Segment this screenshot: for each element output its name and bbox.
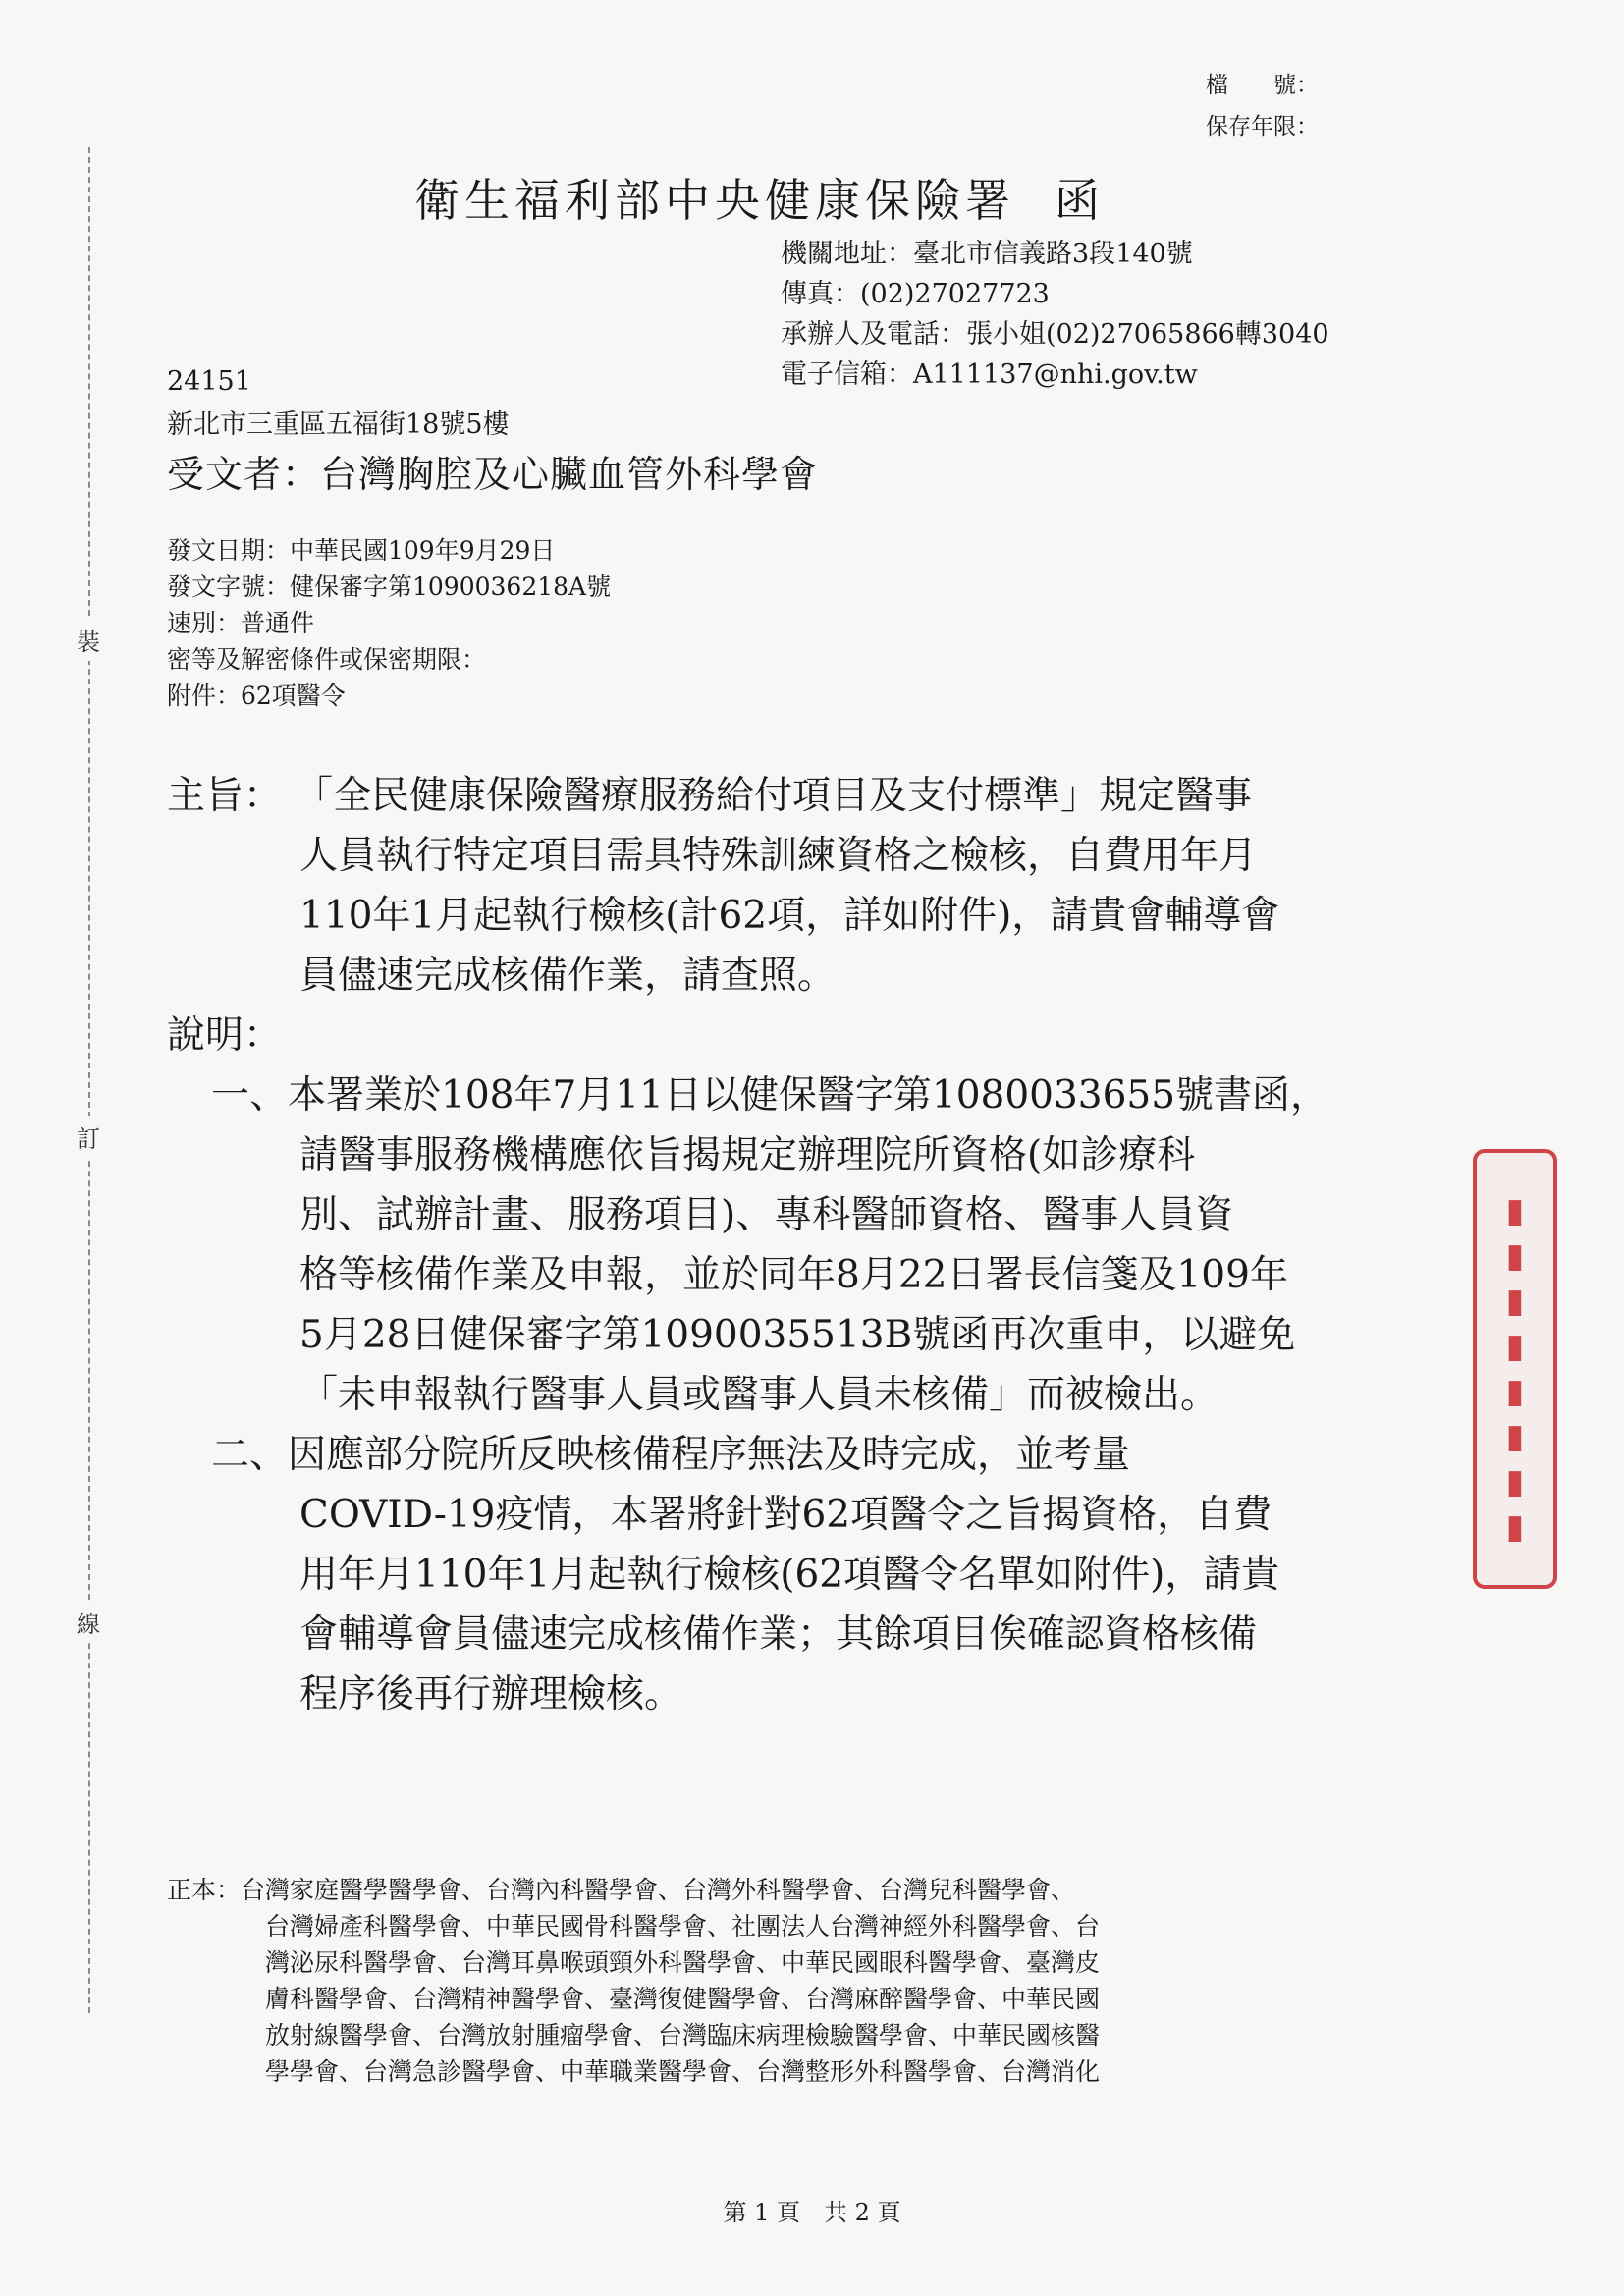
subject-section bbox=[167, 766, 1328, 1006]
recipient-address: 新北市三重區五福街18號5樓 bbox=[167, 410, 510, 440]
explanation-item-1-line: 格等核備作業及申報，並於同年8月22日署長信箋及109年 bbox=[299, 1253, 1288, 1297]
binding-mark-bottom: 線 bbox=[77, 1601, 100, 1643]
document-meta bbox=[167, 532, 611, 714]
explanation-item-1: 一、本署業於108年7月11日以健保醫字第1080033655號書函， bbox=[211, 1073, 1329, 1118]
explanation-item-2: 二、因應部分院所反映核備程序無法及時完成，並考量 bbox=[211, 1433, 1131, 1477]
binding-line bbox=[88, 147, 90, 2013]
document-title bbox=[414, 165, 1105, 230]
received-stamp: ▮ ▮ ▮ ▮ ▮ ▮ ▮ ▮ bbox=[1473, 1149, 1557, 1589]
explanation-item-1-line: 5月28日健保審字第1090035513B號函再次重申，以避免 bbox=[299, 1313, 1296, 1357]
distribution-line: 台灣婦產科醫學會、中華民國骨科醫學會、社團法人台灣神經外科醫學會、台 bbox=[265, 1912, 1101, 1941]
document-body bbox=[167, 766, 1328, 1724]
explanation-item-1-line: 請醫事服務機構應依旨揭規定辦理院所資格(如診療科 bbox=[299, 1133, 1196, 1177]
subject-line: 110年1月起執行檢核(計62項，詳如附件)，請貴會輔導會 bbox=[299, 894, 1280, 938]
fax-number: 傳真：(02)27027723 bbox=[781, 279, 1050, 309]
contact-block bbox=[781, 234, 1329, 395]
binding-mark-top: 裝 bbox=[77, 619, 100, 661]
page-number: 第 1 頁 共 2 頁 bbox=[723, 2199, 901, 2226]
attachment: 附件：62項醫令 bbox=[167, 682, 346, 710]
delivery-speed: 速別：普通件 bbox=[167, 609, 315, 637]
explanation-label: 說明： bbox=[167, 1013, 283, 1058]
distribution-line: 膚科醫學會、台灣精神醫學會、臺灣復健醫學會、台灣麻醉醫學會、中華民國 bbox=[265, 1985, 1101, 2013]
explanation-item-2-line: COVID-19疫情，本署將針對62項醫令之旨揭資格，自費 bbox=[299, 1493, 1272, 1537]
recipient-name: 受文者：台灣胸腔及心臟血管外科學會 bbox=[167, 453, 819, 496]
distribution-line: 正本：台灣家庭醫學醫學會、台灣內科醫學會、台灣外科醫學會、台灣兒科醫學會、 bbox=[167, 1876, 1076, 1904]
agency-name: 衛生福利部中央健康保險署 bbox=[414, 174, 1015, 227]
agency-address: 機關地址：臺北市信義路3段140號 bbox=[781, 239, 1193, 269]
distribution-line: 放射線醫學會、台灣放射腫瘤學會、台灣臨床病理檢驗醫學會、中華民國核醫 bbox=[265, 2021, 1101, 2050]
explanation-item-1-line: 別、試辦計畫、服務項目)、專科醫師資格、醫事人員資 bbox=[299, 1193, 1234, 1237]
document-number: 發文字號：健保審字第1090036218A號 bbox=[167, 573, 612, 601]
subject-label: 主旨： bbox=[167, 774, 283, 818]
distribution-line: 灣泌尿科醫學會、台灣耳鼻喉頭頸外科醫學會、中華民國眼科醫學會、臺灣皮 bbox=[265, 1948, 1101, 1977]
explanation-item-2-line: 用年月110年1月起執行檢核(62項醫令名單如附件)，請貴 bbox=[299, 1553, 1280, 1597]
distribution-list bbox=[167, 1872, 1100, 2090]
secrecy-level: 密等及解密條件或保密期限： bbox=[167, 645, 487, 674]
explanation-item-1-line: 「未申報執行醫事人員或醫事人員未核備」而被檢出。 bbox=[299, 1373, 1219, 1417]
email-address: 電子信箱：A111137@nhi.gov.tw bbox=[781, 359, 1198, 390]
explanation-item-2-line: 程序後再行辦理檢核。 bbox=[299, 1672, 683, 1717]
distribution-line: 學學會、台灣急診醫學會、中華職業醫學會、台灣整形外科醫學會、台灣消化 bbox=[265, 2057, 1101, 2086]
issue-date: 發文日期：中華民國109年9月29日 bbox=[167, 536, 556, 565]
file-number-label: 檔 號： bbox=[1206, 73, 1319, 98]
subject-line: 「全民健康保險醫療服務給付項目及支付標準」規定醫事 bbox=[295, 774, 1253, 818]
handler-phone: 承辦人及電話：張小姐(02)27065866轉3040 bbox=[781, 319, 1329, 350]
subject-line: 人員執行特定項目需具特殊訓練資格之檢核，自費用年月 bbox=[299, 834, 1258, 878]
explanation-section bbox=[167, 1006, 1328, 1724]
explanation-item-2-line: 會輔導會員儘速完成核備作業；其餘項目俟確認資格核備 bbox=[299, 1613, 1258, 1657]
subject-line: 員儘速完成核備作業，請查照。 bbox=[299, 954, 837, 998]
binding-mark-middle: 訂 bbox=[77, 1116, 100, 1158]
document-type: 函 bbox=[1055, 174, 1105, 227]
recipient-zip: 24151 bbox=[167, 366, 251, 397]
file-info bbox=[1206, 65, 1319, 147]
retention-label: 保存年限： bbox=[1206, 114, 1319, 139]
